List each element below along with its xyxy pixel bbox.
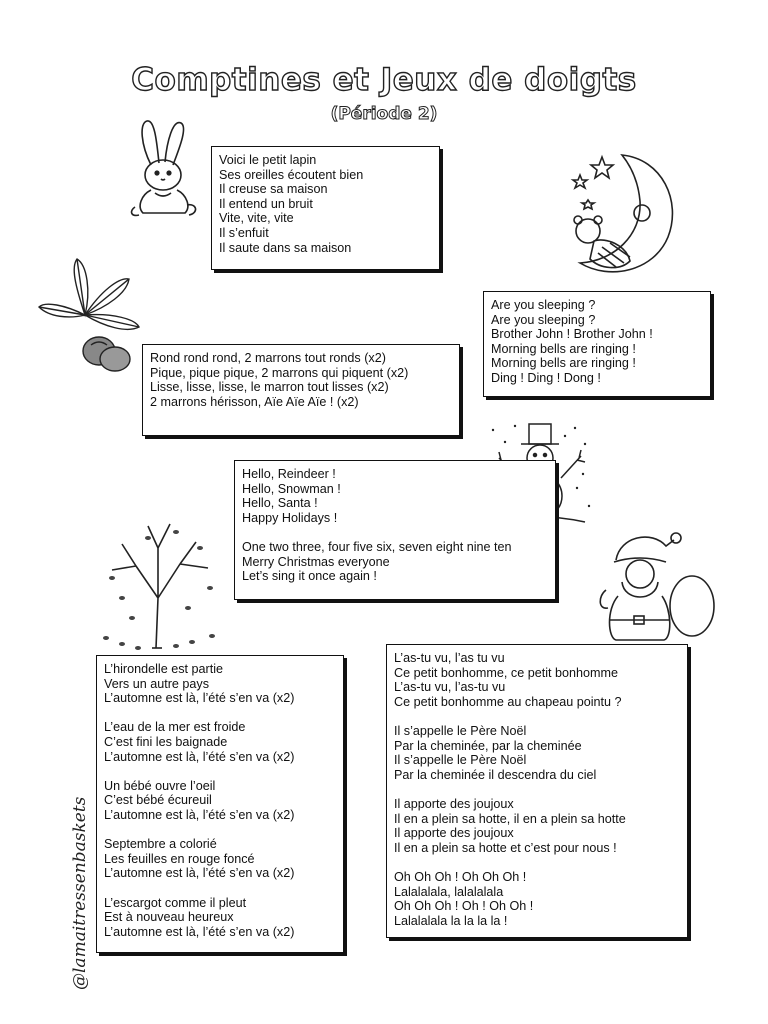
rhyme-line: L’automne est là, l’été s’en va (x2) xyxy=(104,691,295,706)
rhyme-line: Ses oreilles écoutent bien xyxy=(219,167,364,182)
rhyme-line: Il saute dans sa maison xyxy=(219,240,352,255)
rhyme-line: L’as-tu vu, l’as-tu vu xyxy=(394,680,506,695)
rhyme-line: Are you sleeping ? xyxy=(491,312,596,327)
author-handle: @lamaitressenbaskets xyxy=(70,796,90,990)
autumn-tree-illustration xyxy=(92,508,232,656)
rhyme-line: Hello, Snowman ! xyxy=(242,481,341,496)
page-title: Comptines et Jeux de doigts xyxy=(131,62,637,98)
rhyme-line: Lisse, lisse, lisse, le marron tout lisses (x2) xyxy=(150,380,389,395)
rhyme-line: Il entend un bruit xyxy=(219,196,313,211)
rhyme-line: Oh Oh Oh ! Oh ! Oh Oh ! xyxy=(394,899,534,914)
rhyme-line: Lalalalala la la la la ! xyxy=(394,913,508,928)
rhyme-line: L’automne est là, l’été s’en va (x2) xyxy=(104,924,295,939)
rhyme-line: Happy Holidays ! xyxy=(242,510,338,525)
rhyme-line: One two three, four five six, seven eight nine ten xyxy=(242,539,512,554)
rhyme-line: Ding ! Ding ! Dong ! xyxy=(491,370,601,385)
rhyme-line: Par la cheminée, par la cheminée xyxy=(394,738,582,753)
rhyme-line: L’automne est là, l’été s’en va (x2) xyxy=(104,866,295,881)
rhyme-line: Un bébé ouvre l’oeil xyxy=(104,778,216,793)
bunny-illustration xyxy=(125,115,205,220)
rhyme-line: Vers un autre pays xyxy=(104,676,210,691)
santa-illustration xyxy=(596,530,718,645)
rhyme-line: Hello, Santa ! xyxy=(242,496,318,511)
stanza-gap xyxy=(394,855,680,870)
rhyme-line: Il en a plein sa hotte, il en a plein sa hotte xyxy=(394,811,626,826)
rhyme-line: L’escargot comme il pleut xyxy=(104,895,247,910)
rhyme-line: Brother John ! Brother John ! xyxy=(491,327,653,342)
rhyme-line: Ce petit bonhomme, ce petit bonhomme xyxy=(394,665,619,680)
stanza-gap xyxy=(394,782,680,797)
sleeping-rhyme-box xyxy=(483,291,711,397)
rhyme-line: Est à nouveau heureux xyxy=(104,910,234,925)
stanza-gap xyxy=(394,709,680,724)
rhyme-line: Il s’enfuit xyxy=(219,225,269,240)
stanza-gap xyxy=(104,706,336,721)
rhyme-line: Rond rond rond, 2 marrons tout ronds (x2) xyxy=(150,351,386,365)
rhyme-line: Hello, Reindeer ! xyxy=(242,467,336,481)
rhyme-line: L’automne est là, l’été s’en va (x2) xyxy=(104,807,295,822)
chestnut-illustration xyxy=(35,255,145,375)
stanza-gap xyxy=(242,525,548,540)
rhyme-line: Morning bells are ringing ! xyxy=(491,341,636,356)
hirondelle-rhyme-box xyxy=(96,655,344,953)
rhyme-line: C’est bébé écureuil xyxy=(104,793,212,808)
rhyme-line: Septembre a colorié xyxy=(104,837,217,852)
lapin-rhyme-box xyxy=(211,146,440,270)
rhyme-line: Il s’appelle le Père Noël xyxy=(394,723,527,738)
rhyme-line: Il apporte des joujoux xyxy=(394,796,514,811)
stanza-gap xyxy=(104,823,336,838)
rhyme-line: Voici le petit lapin xyxy=(219,153,317,167)
rhyme-line: C’est fini les baignade xyxy=(104,734,228,749)
rhyme-line: L’eau de la mer est froide xyxy=(104,720,246,735)
rhyme-line: 2 marrons hérisson, Aïe Aïe Aïe ! (x2) xyxy=(150,394,359,409)
stanza-gap xyxy=(104,881,336,896)
reindeer-rhyme-box xyxy=(234,460,556,600)
rhyme-line: L’automne est là, l’été s’en va (x2) xyxy=(104,749,295,764)
rhyme-line: Il creuse sa maison xyxy=(219,182,328,197)
stanza-gap xyxy=(104,764,336,779)
marrons-rhyme-box xyxy=(142,344,460,436)
rhyme-line: Vite, vite, vite xyxy=(219,211,294,226)
rhyme-line: Pique, pique pique, 2 marrons qui piquent (x2) xyxy=(150,365,409,380)
rhyme-line: Il s’appelle le Père Noël xyxy=(394,753,527,768)
moon-bear-illustration xyxy=(550,145,690,285)
rhyme-line: Il en a plein sa hotte et c’est pour nous ! xyxy=(394,840,617,855)
bonhomme-rhyme-box xyxy=(386,644,688,938)
rhyme-line: Les feuilles en rouge foncé xyxy=(104,851,255,866)
rhyme-line: L’as-tu vu, l’as tu vu xyxy=(394,651,505,665)
rhyme-line: L’hirondelle est partie xyxy=(104,662,224,676)
page-subtitle: (Période 2) xyxy=(330,104,438,124)
rhyme-line: Lalalalala, lalalalala xyxy=(394,884,504,899)
rhyme-line: Let’s sing it once again ! xyxy=(242,569,377,584)
rhyme-line: Il apporte des joujoux xyxy=(394,826,514,841)
rhyme-line: Par la cheminée il descendra du ciel xyxy=(394,767,597,782)
rhyme-line: Morning bells are ringing ! xyxy=(491,356,636,371)
rhyme-line: Ce petit bonhomme au chapeau pointu ? xyxy=(394,694,622,709)
rhyme-line: Merry Christmas everyone xyxy=(242,554,390,569)
rhyme-line: Oh Oh Oh ! Oh Oh Oh ! xyxy=(394,869,527,884)
rhyme-line: Are you sleeping ? xyxy=(491,298,596,312)
